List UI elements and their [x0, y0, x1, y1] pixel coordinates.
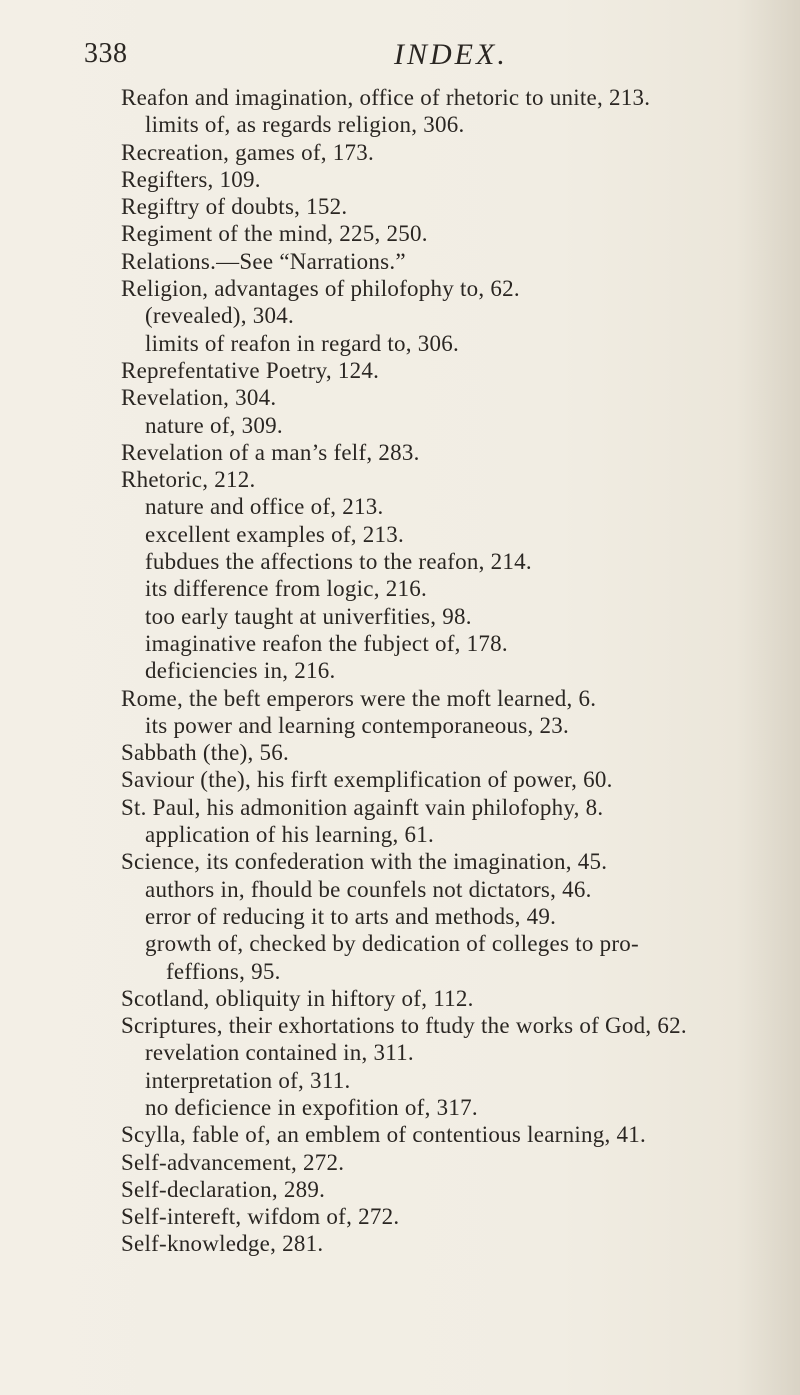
- index-entry: Regiftry of doubts, 152.: [121, 194, 348, 220]
- page-number: 338: [84, 38, 128, 69]
- index-entry: Recreation, games of, 173.: [121, 139, 375, 165]
- index-entry: Rhetoric, 212.: [121, 467, 256, 493]
- index-entries: [0, 84, 800, 1258]
- index-entry: Scriptures, their exhortations to ftudy the works of God, 62.: [121, 1013, 687, 1039]
- index-entry: Scylla, fable of, an emblem of contentious learning, 41.: [121, 1122, 646, 1148]
- index-subentry: error of reducing it to arts and methods, 49.: [145, 903, 557, 929]
- index-subentry: nature of, 309.: [145, 412, 283, 438]
- index-entry: Reprefentative Poetry, 124.: [121, 357, 380, 383]
- index-subentry: imaginative reafon the fubject of, 178.: [145, 630, 508, 656]
- index-entry: St. Paul, his admonition againft vain philofophy, 8.: [121, 794, 604, 820]
- index-subentry: excellent examples of, 213.: [145, 521, 405, 547]
- running-title: INDEX.: [394, 38, 508, 71]
- index-entry: Rome, the beft emperors were the moft learned, 6.: [121, 685, 597, 711]
- index-subentry: nature and office of, 213.: [145, 494, 384, 520]
- index-subentry: no deficience in expofition of, 317.: [145, 1094, 478, 1120]
- index-entry: Self-advancement, 272.: [121, 1149, 345, 1175]
- index-subentry: growth of, checked by dedication of colleges to pro-: [145, 931, 639, 957]
- index-subentry: limits of, as regards religion, 306.: [145, 112, 465, 138]
- index-entry: Regifters, 109.: [121, 166, 261, 192]
- index-subentry: fubdues the affections to the reafon, 214.: [145, 549, 532, 575]
- index-entry: Revelation, 304.: [121, 385, 277, 411]
- index-entry: Relations.—See “Narrations.”: [121, 248, 406, 274]
- index-entry: Self-declaration, 289.: [121, 1176, 326, 1202]
- index-entry: Religion, advantages of philofophy to, 62.: [121, 276, 520, 302]
- index-entry: Scotland, obliquity in hiftory of, 112.: [121, 985, 474, 1011]
- index-subentry: authors in, fhould be counfels not dictators, 46.: [145, 876, 592, 902]
- index-entry: Sabbath (the), 56.: [121, 740, 290, 766]
- index-entry: Self-intereft, wifdom of, 272.: [121, 1204, 400, 1230]
- index-entry: Reafon and imagination, office of rhetoric to unite, 213.: [121, 85, 651, 110]
- index-subentry-continuation: feffions, 95.: [166, 958, 281, 984]
- index-subentry: application of his learning, 61.: [145, 822, 435, 848]
- index-subentry: its difference from logic, 216.: [145, 576, 427, 602]
- index-entry: Saviour (the), his firft exemplification of power, 60.: [121, 767, 613, 793]
- index-entry: Science, its confederation with the imagination, 45.: [121, 849, 608, 875]
- index-entry: Self-knowledge, 281.: [121, 1231, 324, 1257]
- index-subentry: (revealed), 304.: [145, 303, 294, 329]
- index-subentry: too early taught at univerfities, 98.: [145, 603, 472, 629]
- index-entry: Revelation of a man’s felf, 283.: [121, 439, 420, 465]
- page-header: [84, 38, 784, 78]
- index-subentry: limits of reafon in regard to, 306.: [145, 330, 460, 356]
- index-subentry: revelation contained in, 311.: [145, 1040, 414, 1066]
- index-subentry: deficiencies in, 216.: [145, 658, 336, 684]
- index-subentry: its power and learning contemporaneous, 23.: [145, 712, 569, 738]
- index-subentry: interpretation of, 311.: [145, 1067, 351, 1093]
- index-entry: Regiment of the mind, 225, 250.: [121, 221, 428, 247]
